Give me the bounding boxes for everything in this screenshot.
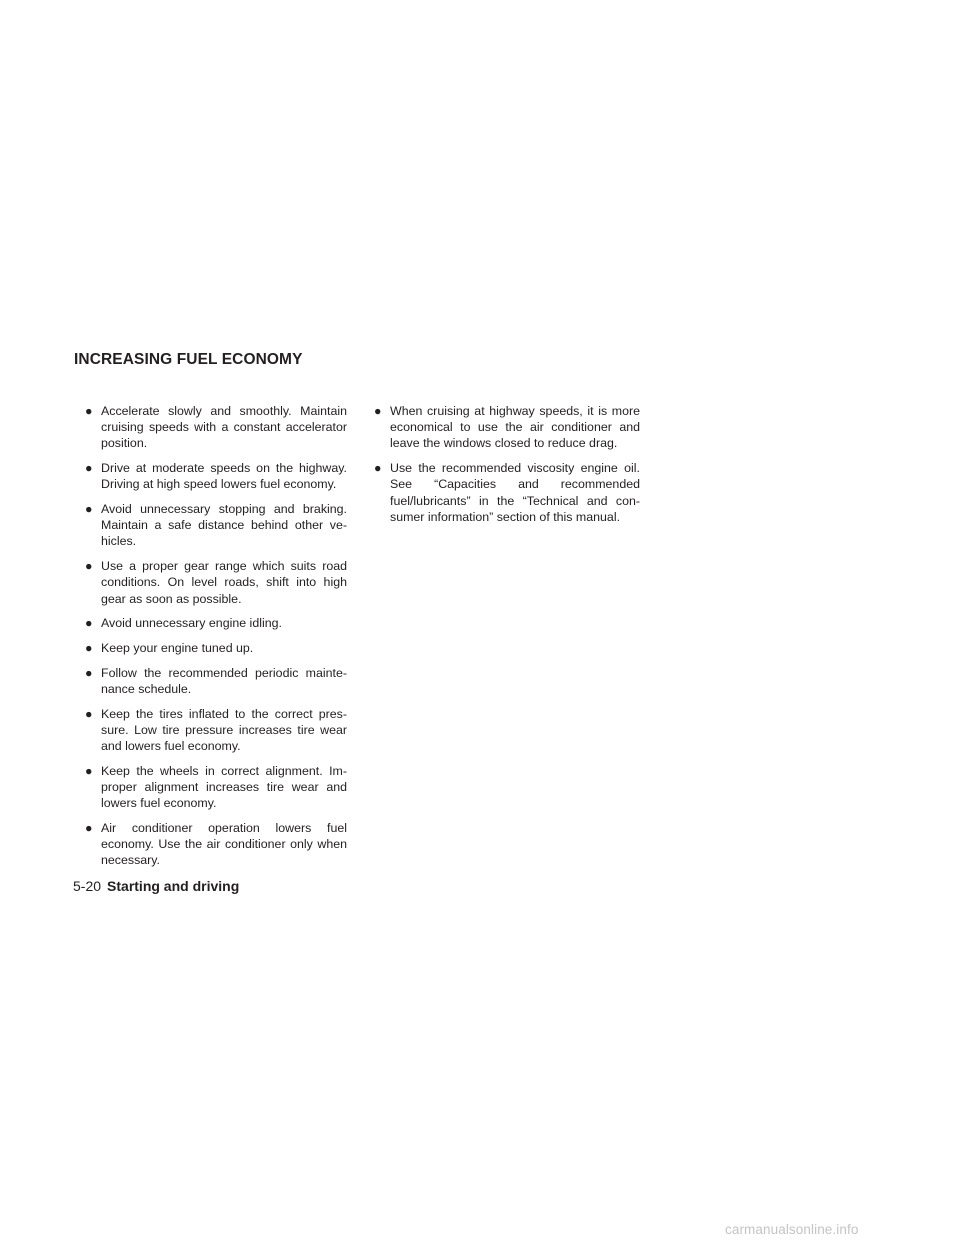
watermark-text: carmanualsonline.info — [725, 1222, 859, 1237]
list-item-text: Use the recommended viscosity engine oil. See “Capacities and recommended fuel/lubricants” in the “Technical and con-sumer information” section of this manual. — [390, 461, 640, 524]
list-item-text: Keep the tires inflated to the correct pres-sure. Low tire pressure increases tire wear and lowers fuel economy. — [101, 706, 347, 753]
list-item — [374, 460, 640, 525]
bullet-icon: ● — [85, 820, 93, 835]
list-item-text: Keep your engine tuned up. — [101, 640, 254, 655]
bullet-icon: ● — [374, 404, 382, 418]
bullet-list-right — [374, 403, 640, 533]
bullet-icon: ● — [85, 559, 93, 574]
bullet-icon: ● — [85, 404, 93, 418]
list-item — [85, 501, 347, 550]
page-title: INCREASING FUEL ECONOMY — [74, 351, 303, 368]
footer-section-name: Starting and driving — [107, 878, 240, 894]
list-item — [85, 460, 347, 492]
page-footer — [73, 878, 239, 894]
bullet-icon: ● — [85, 616, 93, 631]
list-item — [85, 706, 347, 755]
bullet-icon: ● — [85, 763, 93, 778]
bullet-icon: ● — [85, 640, 93, 655]
bullet-list-left — [85, 403, 347, 877]
page-number: 5-20 — [73, 878, 102, 894]
list-item — [374, 403, 640, 452]
list-item-text: Drive at moderate speeds on the highway. Driving at high speed lowers fuel economy. — [101, 461, 347, 492]
list-item-text: Follow the recommended periodic mainte-nance schedule. — [101, 665, 347, 696]
list-item-text: Avoid unnecessary stopping and braking. Maintain a safe distance behind other ve-hicles. — [101, 502, 347, 549]
list-item — [85, 615, 347, 631]
list-item — [85, 640, 347, 656]
list-item-text: Air conditioner operation lowers fuel economy. Use the air conditioner only when necessary. — [101, 820, 347, 868]
list-item — [85, 763, 347, 812]
bullet-icon: ● — [85, 706, 93, 721]
list-item-text: Use a proper gear range which suits road conditions. On level roads, shift into high gear as soon as possible. — [101, 559, 347, 606]
bullet-icon: ● — [374, 461, 382, 476]
list-item — [85, 403, 347, 452]
list-item-text: Avoid unnecessary engine idling. — [101, 616, 282, 631]
list-item-text: Keep the wheels in correct alignment. Im-proper alignment increases tire wear and lowers fuel economy. — [101, 763, 347, 811]
bullet-icon: ● — [85, 461, 93, 476]
list-item — [85, 558, 347, 607]
list-item-text: When cruising at highway speeds, it is more economical to use the air conditioner and leave the windows closed to reduce drag. — [390, 404, 640, 451]
list-item-text: Accelerate slowly and smoothly. Maintain cruising speeds with a constant accelerator position. — [101, 404, 347, 451]
list-item — [85, 665, 347, 697]
bullet-icon: ● — [85, 665, 93, 680]
bullet-icon: ● — [85, 502, 93, 517]
list-item — [85, 820, 347, 869]
